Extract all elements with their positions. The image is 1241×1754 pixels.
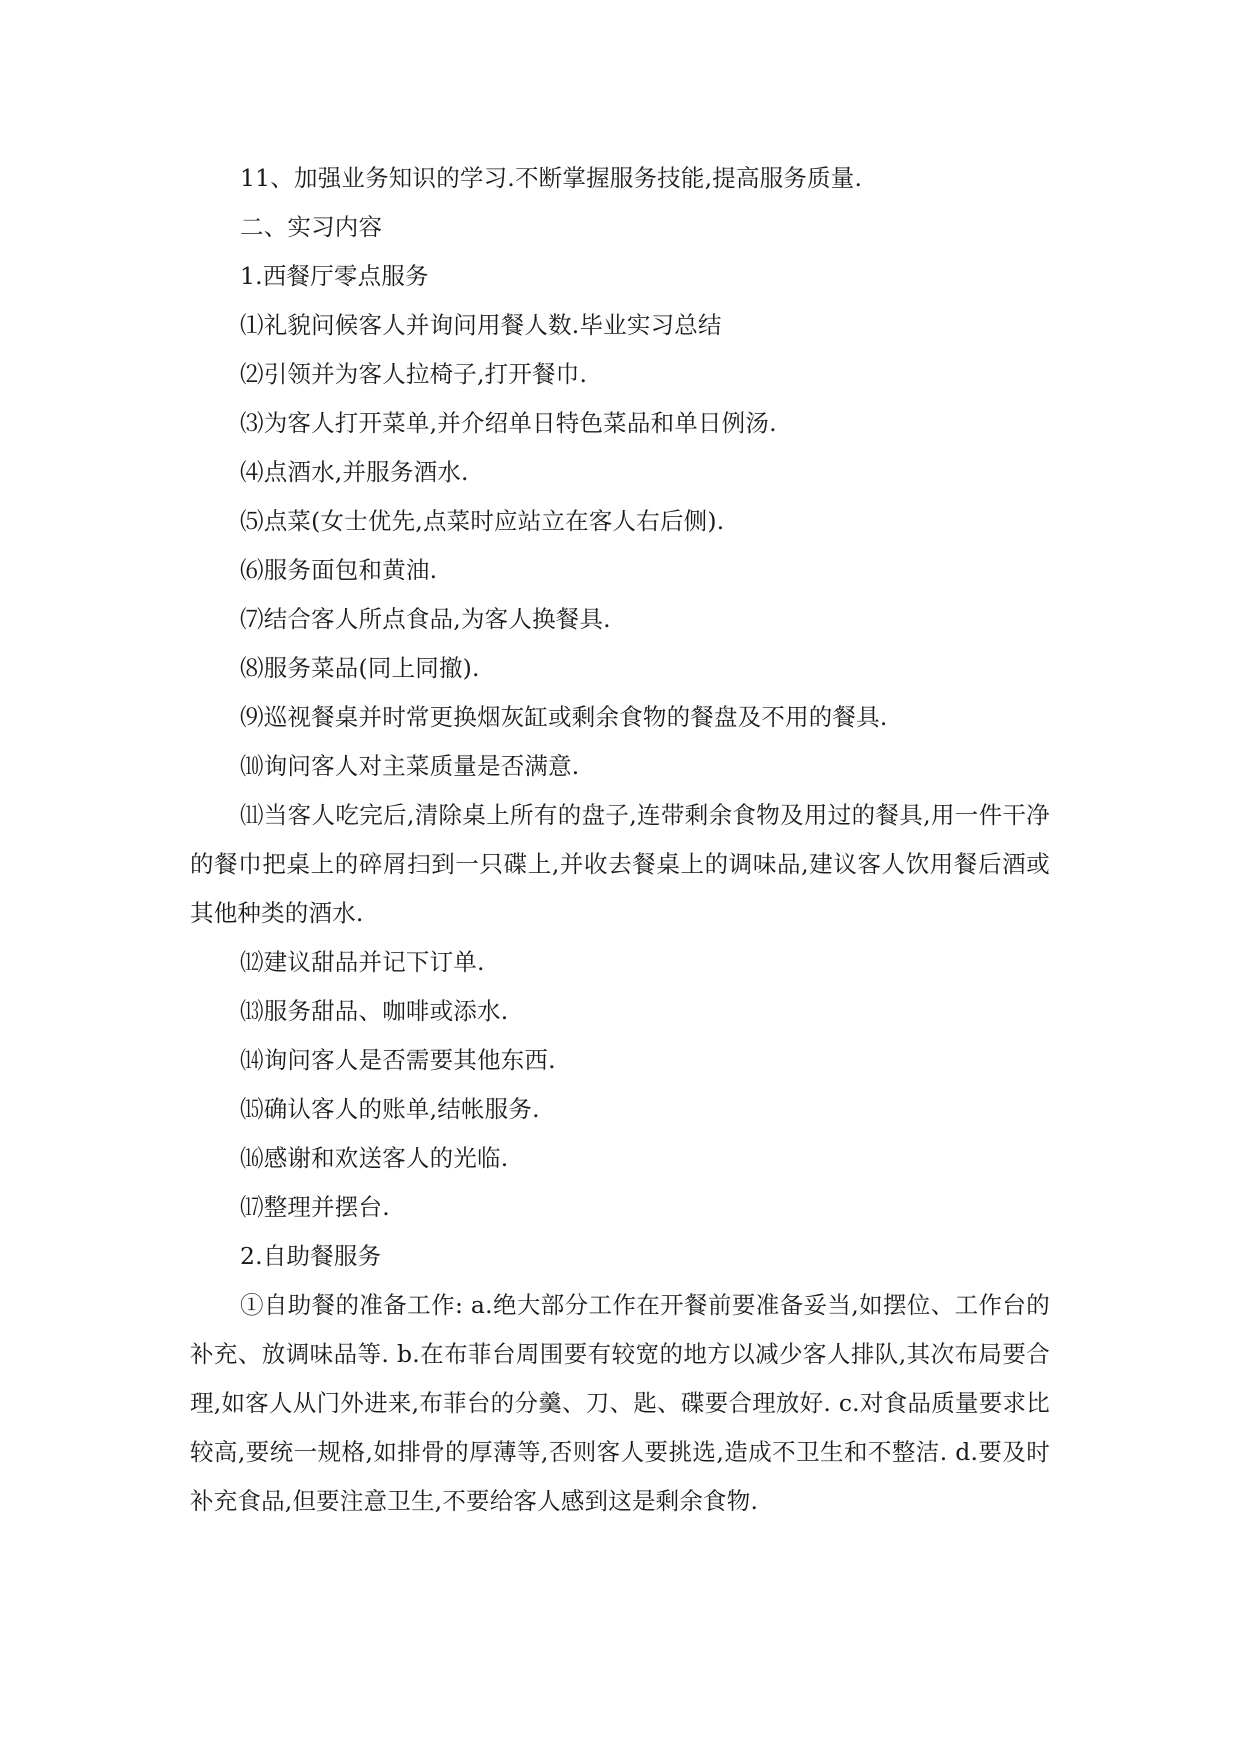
list-item: ⑽询问客人对主菜质量是否满意. bbox=[240, 752, 580, 780]
list-item: ⑴礼貌问候客人并询问用餐人数.毕业实习总结 bbox=[240, 311, 722, 339]
subsection-heading: 2.自助餐服务 bbox=[240, 1242, 382, 1270]
list-item: ⑼巡视餐桌并时常更换烟灰缸或剩余食物的餐盘及不用的餐具. bbox=[240, 703, 888, 731]
subsection-heading: 1.西餐厅零点服务 bbox=[240, 262, 429, 290]
list-item: ⒀服务甜品、咖啡或添水. bbox=[240, 997, 509, 1025]
list-item: ⑵引领并为客人拉椅子,打开餐巾. bbox=[240, 360, 588, 388]
list-item: ⒁询问客人是否需要其他东西. bbox=[240, 1046, 556, 1074]
paragraph: ①自助餐的准备工作: a.绝大部分工作在开餐前要准备妥当,如摆位、工作台的补充、放调味品等. b.在布菲台周围要有较宽的地方以减少客人排队,其次布局要合理,如客人从门外进来,布菲台的分羹、刀、匙、碟要合理放好. c.对食品质量要求比较高,要统一规格,如排骨的厚薄等,否则客人要挑选,造成不卫生和不整洁. d.要及时补充食品,但要注意卫生,不要给客人感到这是剩余食物. bbox=[190, 1291, 1050, 1515]
list-item: ⑻服务菜品(同上同撤). bbox=[240, 654, 480, 682]
list-item: ⒃感谢和欢送客人的光临. bbox=[240, 1144, 509, 1172]
list-item: ⑷点酒水,并服务酒水. bbox=[240, 458, 469, 486]
list-item: ⑶为客人打开菜单,并介绍单日特色菜品和单日例汤. bbox=[240, 409, 777, 437]
list-item: ⑹服务面包和黄油. bbox=[240, 556, 438, 584]
list-item: ⑾当客人吃完后,清除桌上所有的盘子,连带剩余食物及用过的餐具,用一件干净的餐巾把桌上的碎屑扫到一只碟上,并收去餐桌上的调味品,建议客人饮用餐后酒或其他种类的酒水. bbox=[190, 801, 1050, 927]
section-heading: 二、实习内容 bbox=[240, 213, 383, 241]
document-body bbox=[190, 154, 1050, 1526]
list-item: ⑿建议甜品并记下订单. bbox=[240, 948, 485, 976]
list-item: ⑸点菜(女士优先,点菜时应站立在客人右后侧). bbox=[240, 507, 725, 535]
list-item: ⒂确认客人的账单,结帐服务. bbox=[240, 1095, 540, 1123]
list-item: ⒄整理并摆台. bbox=[240, 1193, 390, 1221]
paragraph: 11、加强业务知识的学习.不断掌握服务技能,提高服务质量. bbox=[240, 164, 863, 192]
list-item: ⑺结合客人所点食品,为客人换餐具. bbox=[240, 605, 611, 633]
